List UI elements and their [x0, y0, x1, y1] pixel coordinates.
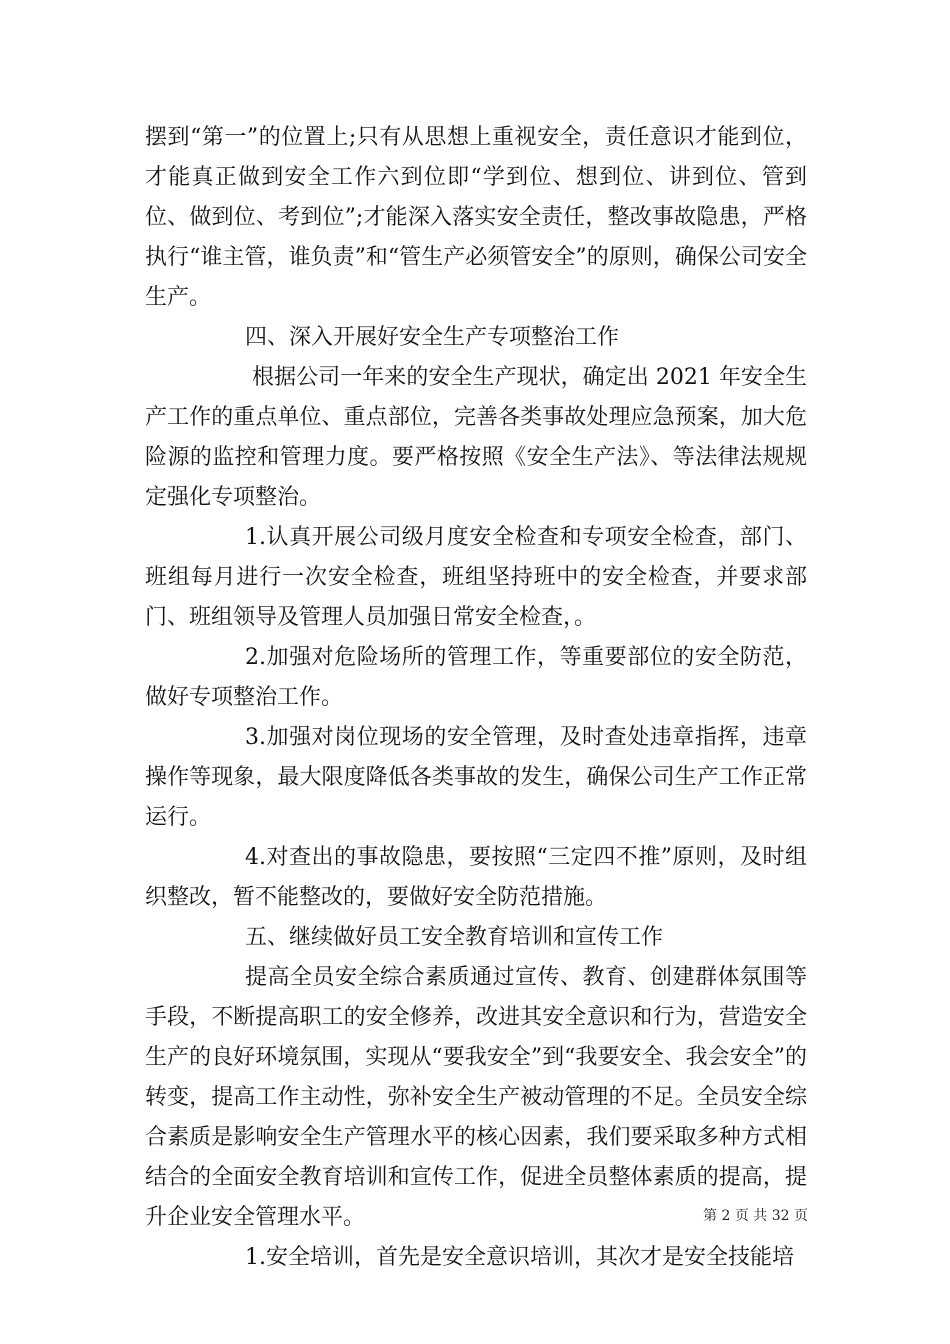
list-item-3: 3.加强对岗位现场的安全管理，及时查处违章指挥，违章操作等现象，最大限度降低各类事故的发生，确保公司生产工作正常运行。	[145, 725, 807, 830]
list-item-2: 2.加强对危险场所的管理工作，等重要部位的安全防范，做好专项整治工作。	[145, 645, 807, 710]
document-body	[145, 118, 807, 1278]
paragraph-2: 根据公司一年来的安全生产现状，确定出 2021 年安全生产工作的重点单位、重点部位，完善各类事故处理应急预案，加大危险源的监控和管理力度。要严格按照《安全生产法》、等法律法规规定强化专项整治。	[145, 365, 807, 510]
paragraph-3: 提高全员安全综合素质通过宣传、教育、创建群体氛围等手段，不断提高职工的安全修养，改进其安全意识和行为，营造安全生产的良好环境氛围，实现从“要我安全”到“我要安全、我会安全”的转变，提高工作主动性，弥补安全生产被动管理的不足。全员安全综合素质是影响安全生产管理水平的核心因素，我们要采取多种方式相结合的全面安全教育培训和宣传工作，促进全员整体素质的提高，提升企业安全管理水平。	[145, 965, 807, 1230]
list-item-1: 1.认真开展公司级月度安全检查和专项安全检查，部门、班组每月进行一次安全检查，班组坚持班中的安全检查，并要求部门、班组领导及管理人员加强日常安全检查，。	[145, 525, 807, 630]
paragraph-1: 摆到“第一”的位置上;只有从思想上重视安全，责任意识才能到位，才能真正做到安全工作六到位即“学到位、想到位、讲到位、管到位、做到位、考到位”;才能深入落实安全责任，整改事故隐患，严格执行“谁主管，谁负责”和“管生产必须管安全”的原则，确保公司安全生产。	[145, 125, 807, 310]
section-heading-4: 四、深入开展好安全生产专项整治工作	[245, 325, 620, 350]
list-item-4: 4.对查出的事故隐患，要按照“三定四不推”原则，及时组织整改，暂不能整改的，要做好安全防范措施。	[145, 845, 807, 910]
page-number-footer: 第 2 页 共 32 页	[703, 1208, 808, 1224]
section-heading-5: 五、继续做好员工安全教育培训和宣传工作	[245, 925, 664, 950]
list-item-5: 1.安全培训，首先是安全意识培训，其次才是安全技能培	[245, 1245, 794, 1270]
